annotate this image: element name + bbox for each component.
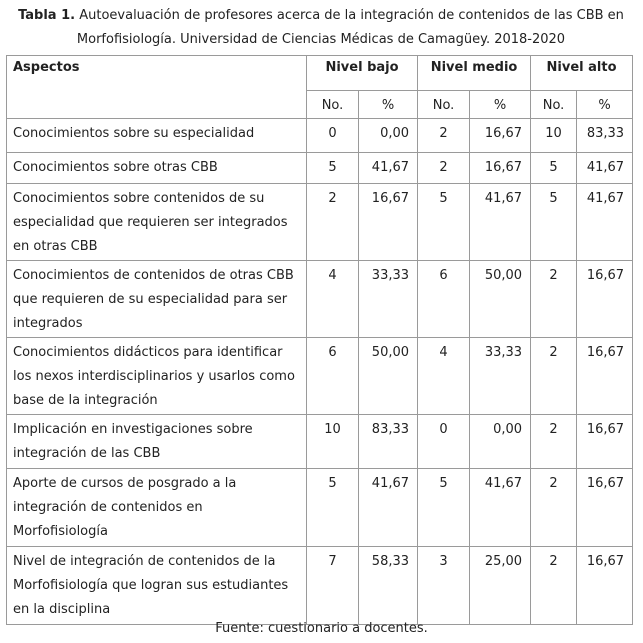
- subheader-alto-no: No.: [531, 91, 577, 119]
- cell-medio-pct: 50,00: [470, 261, 531, 338]
- cell-alto-no: 2: [531, 261, 577, 338]
- cell-alto-pct: 16,67: [577, 415, 633, 469]
- cell-medio-pct: 25,00: [470, 547, 531, 625]
- cell-alto-pct: 41,67: [577, 153, 633, 184]
- cell-medio-no: 6: [418, 261, 470, 338]
- header-nivel-alto: Nivel alto: [531, 56, 633, 91]
- header-nivel-bajo: Nivel bajo: [307, 56, 418, 91]
- subheader-bajo-pct: %: [359, 91, 418, 119]
- cell-bajo-no: 0: [307, 119, 359, 153]
- cell-alto-pct: 16,67: [577, 261, 633, 338]
- cell-alto-no: 2: [531, 415, 577, 469]
- cell-medio-no: 3: [418, 547, 470, 625]
- cell-bajo-no: 5: [307, 469, 359, 547]
- cell-medio-no: 5: [418, 184, 470, 261]
- subheader-bajo-no: No.: [307, 91, 359, 119]
- cell-bajo-no: 7: [307, 547, 359, 625]
- cell-alto-pct: 16,67: [577, 469, 633, 547]
- cell-bajo-pct: 41,67: [359, 153, 418, 184]
- cell-medio-pct: 41,67: [470, 184, 531, 261]
- caption-label: Tabla 1.: [18, 8, 76, 23]
- cell-medio-pct: 0,00: [470, 415, 531, 469]
- cell-alto-no: 2: [531, 338, 577, 415]
- cell-bajo-pct: 50,00: [359, 338, 418, 415]
- table-row: [7, 153, 633, 184]
- subheader-medio-no: No.: [418, 91, 470, 119]
- table-row: [7, 261, 633, 338]
- cell-bajo-no: 10: [307, 415, 359, 469]
- cell-alto-pct: 16,67: [577, 338, 633, 415]
- row-aspect: Conocimientos sobre su especialidad: [7, 119, 307, 153]
- row-aspect: Conocimientos sobre otras CBB: [7, 153, 307, 184]
- cell-medio-no: 2: [418, 119, 470, 153]
- cell-medio-no: 0: [418, 415, 470, 469]
- cell-bajo-no: 2: [307, 184, 359, 261]
- table-row: [7, 469, 633, 547]
- row-aspect: Nivel de integración de contenidos de la Morfofisiología que logran sus estudiantes en la disciplina: [7, 547, 307, 625]
- row-aspect: Conocimientos didácticos para identificar los nexos interdisciplinarios y usarlos como base de la integración: [7, 338, 307, 415]
- subheader-medio-pct: %: [470, 91, 531, 119]
- cell-alto-no: 2: [531, 469, 577, 547]
- cell-medio-no: 5: [418, 469, 470, 547]
- table-row: [7, 338, 633, 415]
- table-source-note: Fuente: cuestionario a docentes.: [215, 621, 428, 636]
- row-aspect: Aporte de cursos de posgrado a la integración de contenidos en Morfofisiología: [7, 469, 307, 547]
- cell-bajo-pct: 58,33: [359, 547, 418, 625]
- row-aspect: Conocimientos de contenidos de otras CBB que requieren de su especialidad para ser integrados: [7, 261, 307, 338]
- cell-alto-no: 10: [531, 119, 577, 153]
- table-caption: [6, 4, 636, 52]
- cell-medio-pct: 33,33: [470, 338, 531, 415]
- cell-medio-pct: 16,67: [470, 119, 531, 153]
- cell-medio-pct: 41,67: [470, 469, 531, 547]
- cell-bajo-pct: 33,33: [359, 261, 418, 338]
- header-aspects: Aspectos: [7, 56, 307, 119]
- cell-medio-no: 4: [418, 338, 470, 415]
- cell-alto-no: 2: [531, 547, 577, 625]
- cell-alto-no: 5: [531, 184, 577, 261]
- cell-alto-pct: 83,33: [577, 119, 633, 153]
- cell-alto-pct: 16,67: [577, 547, 633, 625]
- subheader-alto-pct: %: [577, 91, 633, 119]
- table-row: [7, 415, 633, 469]
- cell-bajo-no: 4: [307, 261, 359, 338]
- cell-bajo-no: 6: [307, 338, 359, 415]
- table-row: [7, 119, 633, 153]
- cell-bajo-no: 5: [307, 153, 359, 184]
- header-nivel-medio: Nivel medio: [418, 56, 531, 91]
- cell-bajo-pct: 0,00: [359, 119, 418, 153]
- row-aspect: Conocimientos sobre contenidos de su especialidad que requieren ser integrados en otras CBB: [7, 184, 307, 261]
- caption-text: Autoevaluación de profesores acerca de la integración de contenidos de las CBB en Morfofisiología. Universidad de Ciencias Médicas de Camagüey. 2018-2020: [76, 8, 624, 47]
- cell-alto-no: 5: [531, 153, 577, 184]
- row-aspect: Implicación en investigaciones sobre integración de las CBB: [7, 415, 307, 469]
- cell-alto-pct: 41,67: [577, 184, 633, 261]
- cell-bajo-pct: 83,33: [359, 415, 418, 469]
- cell-bajo-pct: 16,67: [359, 184, 418, 261]
- table-row: [7, 184, 633, 261]
- table-row: [7, 547, 633, 625]
- cell-medio-no: 2: [418, 153, 470, 184]
- cell-bajo-pct: 41,67: [359, 469, 418, 547]
- cell-medio-pct: 16,67: [470, 153, 531, 184]
- data-table: [6, 55, 633, 625]
